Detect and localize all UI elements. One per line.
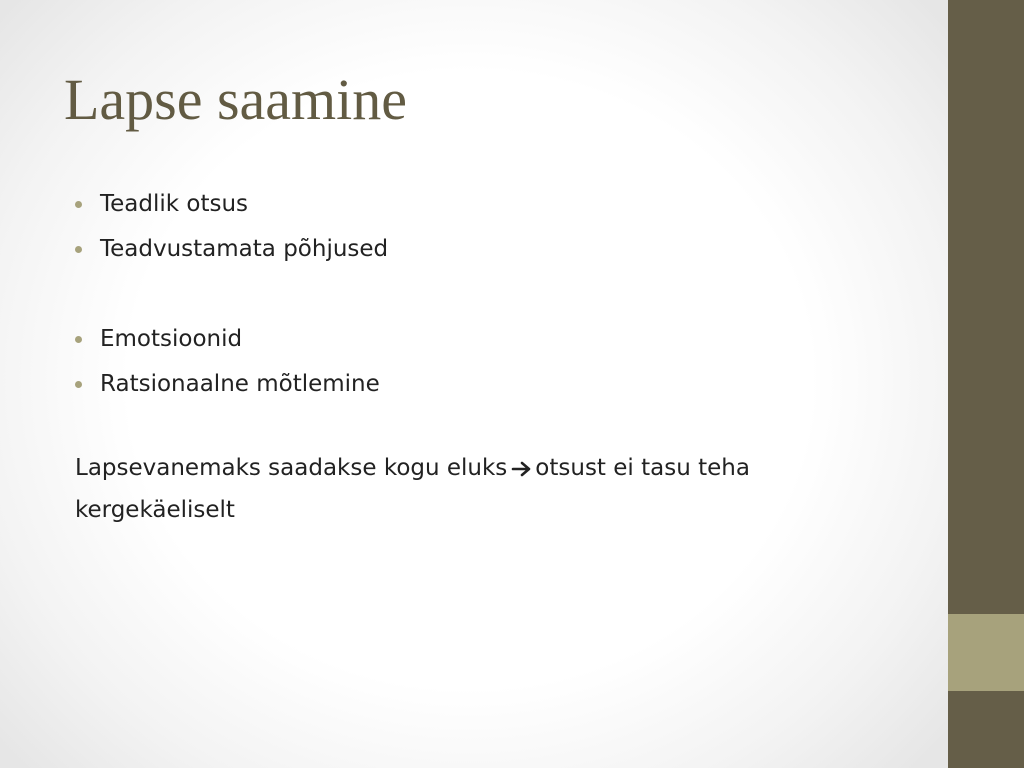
right-arrow-icon [511, 452, 533, 491]
spacer [75, 276, 925, 321]
paragraph-text-before: Lapsevanemaks saadakse kogu eluks [75, 455, 508, 481]
bullet-item [75, 366, 925, 411]
side-accent-block [948, 614, 1024, 691]
bullet-text: Ratsionaalne mõtlemine [100, 371, 380, 397]
bullet-dot-icon [75, 336, 82, 343]
bullet-text: Emotsioonid [100, 326, 243, 352]
bullet-dot-icon [75, 201, 82, 208]
bullet-text: Teadlik otsus [100, 191, 249, 217]
bullet-item [75, 231, 925, 276]
bullet-list-2 [75, 321, 925, 411]
bullet-dot-icon [75, 381, 82, 388]
bullet-list-1 [75, 186, 925, 276]
bullet-item [75, 186, 925, 231]
slide-title: Lapse saamine [64, 67, 408, 132]
paragraph-text-after: otsust ei tasu teha kergekäeliselt [75, 455, 750, 523]
conclusion-paragraph [75, 449, 835, 530]
bullet-dot-icon [75, 246, 82, 253]
slide-content [75, 186, 925, 530]
bullet-text: Teadvustamata põhjused [100, 236, 389, 262]
bullet-item [75, 321, 925, 366]
